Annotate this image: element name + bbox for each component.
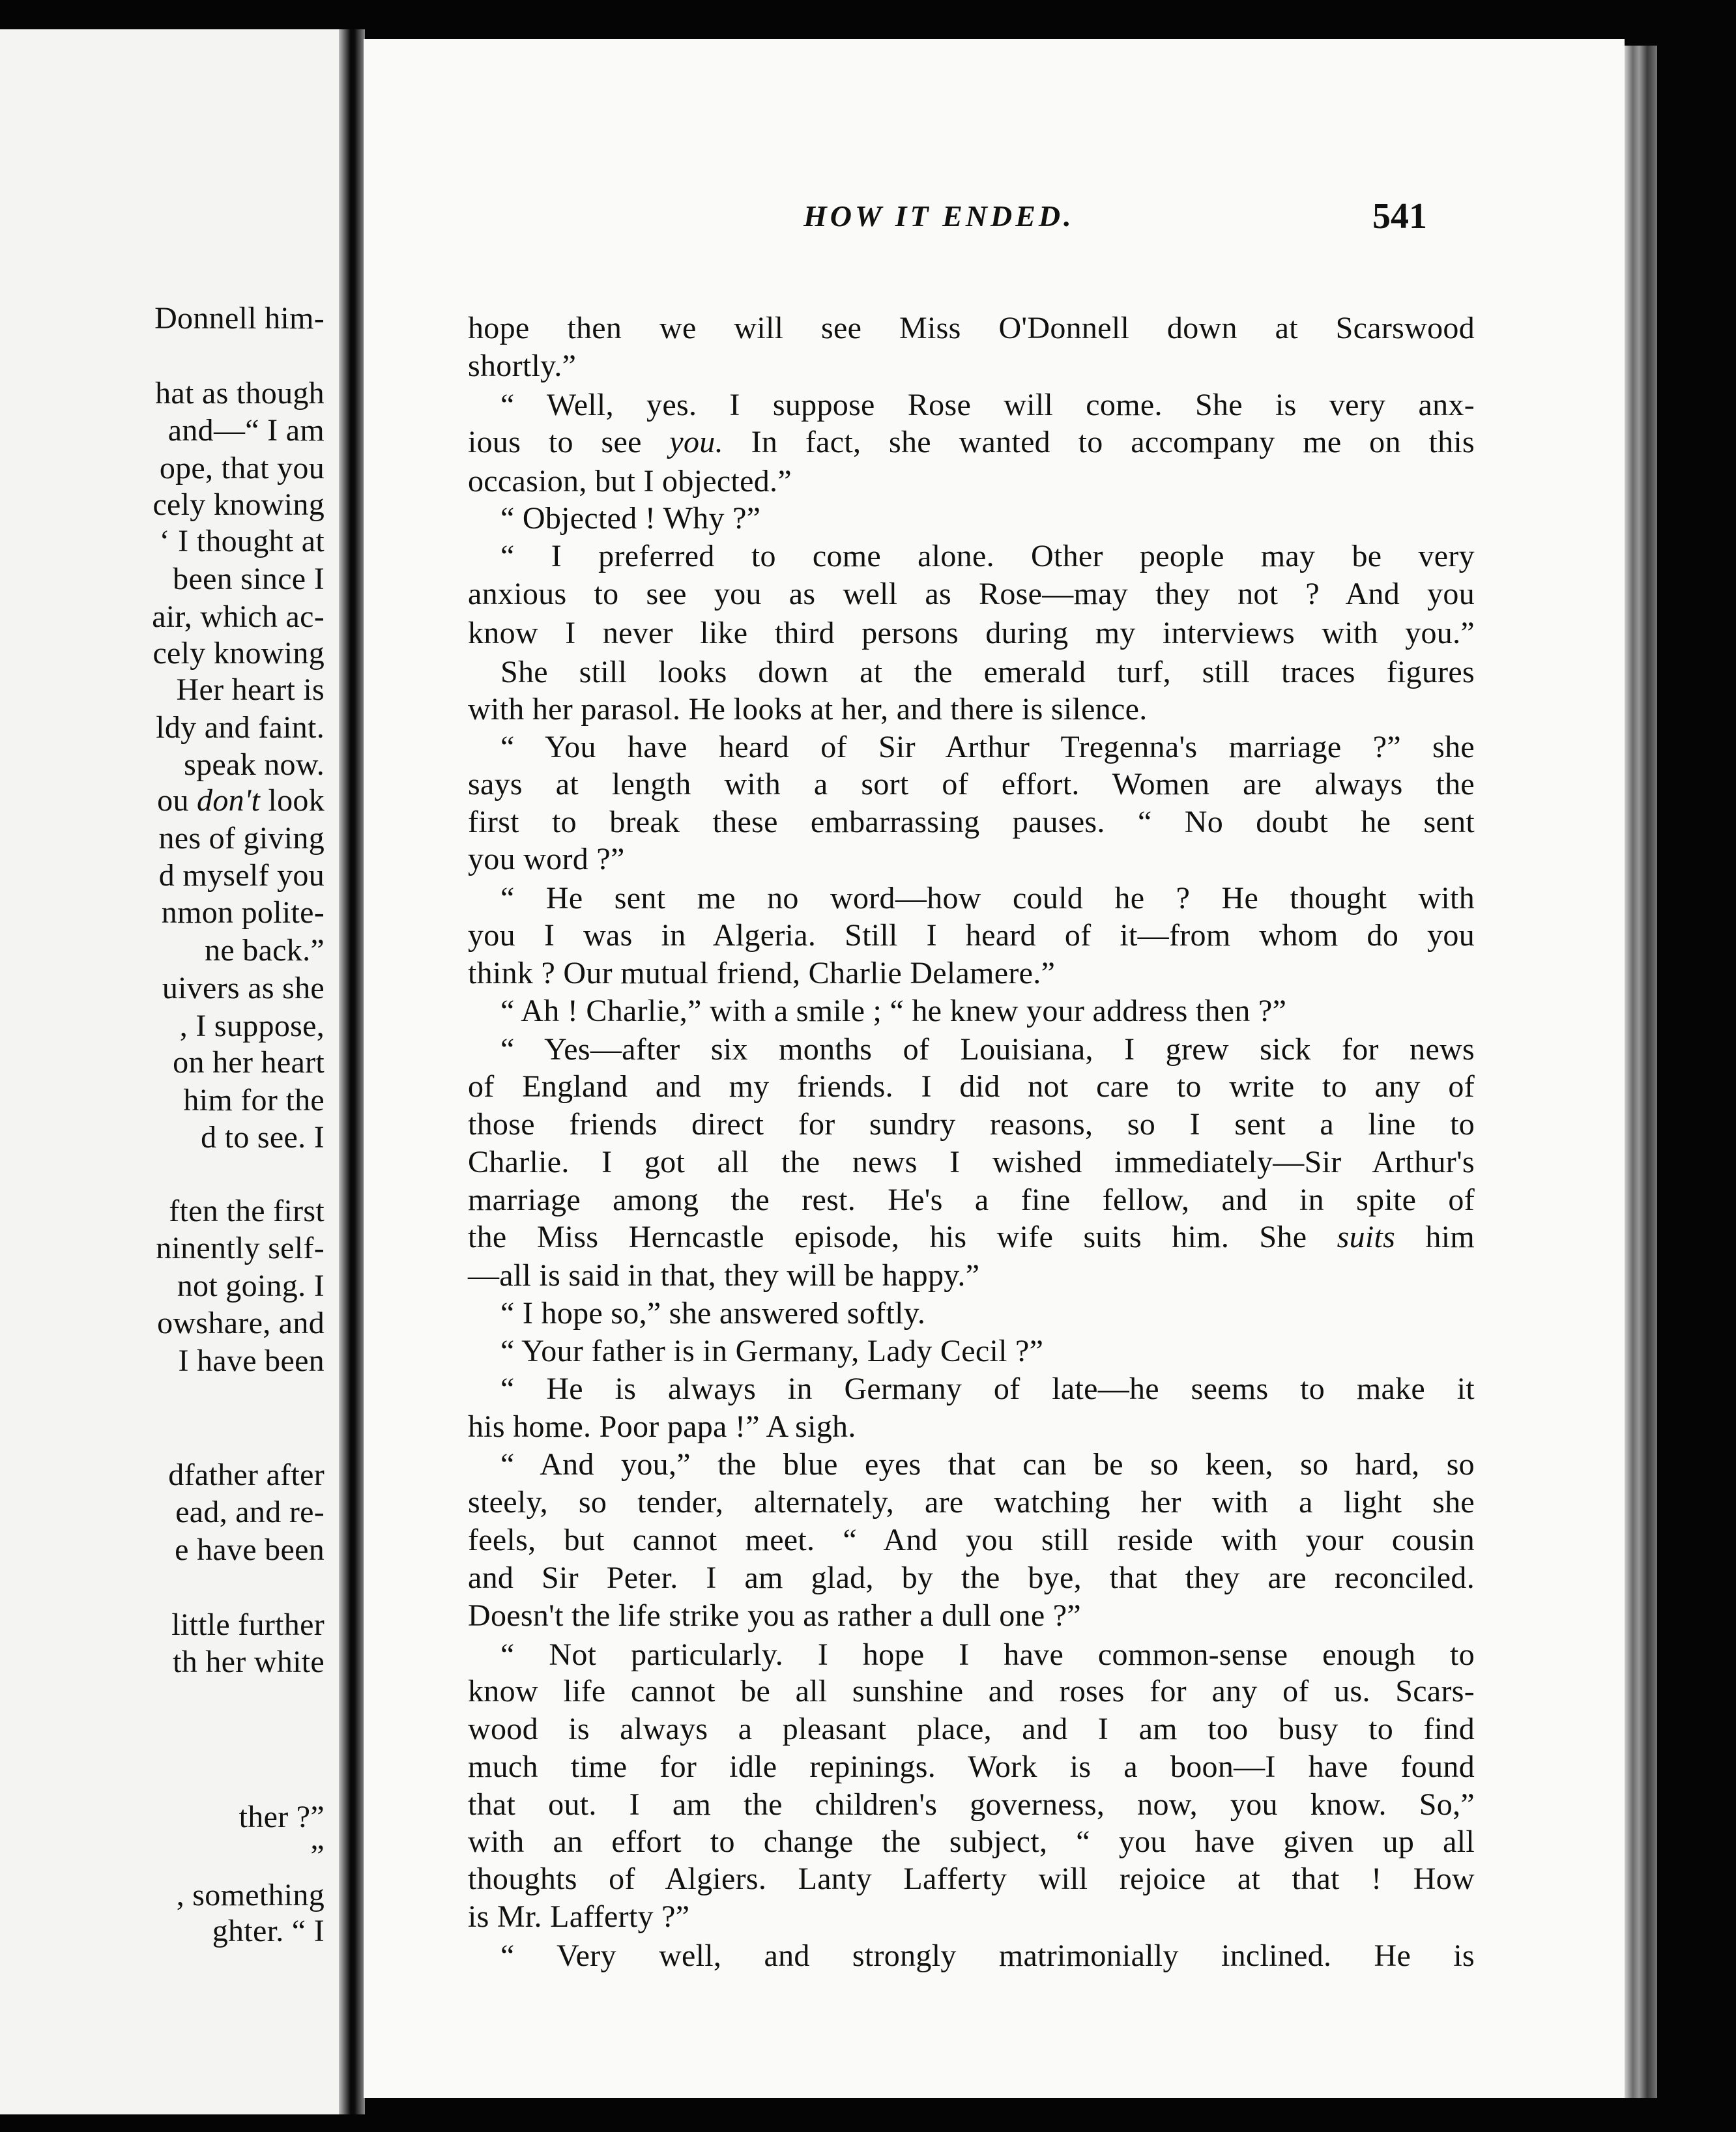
left-text-line: e have been (175, 1533, 325, 1567)
left-text-line: air, which ac- (152, 599, 325, 634)
left-text-line: dfather after (168, 1458, 325, 1492)
right-text-line: know life cannot be all sunshine and roses for any of us. Scars- (468, 1674, 1475, 1708)
right-text-line: “ Well, yes. I suppose Rose will come. She is very anx- (500, 388, 1475, 422)
right-text-line: says at length with a sort of effort. Women are always the (468, 767, 1475, 801)
right-text-line: think ? Our mutual friend, Charlie Delamere.” (468, 956, 1056, 990)
left-text-line: , I suppose, (179, 1009, 325, 1043)
left-text-line: been since I (173, 562, 325, 596)
left-text-line: uivers as she (162, 971, 325, 1005)
left-text-line: ften the first (169, 1194, 325, 1228)
left-text-line: ead, and re- (175, 1495, 325, 1529)
right-text-line: wood is always a pleasant place, and I am too busy to find (468, 1712, 1475, 1746)
right-text-line: with her parasol. He looks at her, and there is silence. (468, 692, 1148, 727)
left-text-line: ” (310, 1839, 325, 1873)
right-text-line: know I never like third persons during my interviews with you.” (468, 616, 1475, 650)
right-text-line: Charlie. I got all the news I wished immediately—Sir Arthur's (468, 1145, 1475, 1179)
right-text-line: “ He is always in Germany of late—he seems to make it (500, 1372, 1475, 1406)
left-text-line: d to see. I (201, 1120, 325, 1155)
right-text-line: of England and my friends. I did not care to write to any of (468, 1069, 1475, 1104)
page-number: 541 (1372, 196, 1427, 237)
left-text-line: ninently self- (156, 1231, 325, 1265)
right-text-line: “ And you,” the blue eyes that can be so keen, so hard, so (500, 1447, 1475, 1482)
right-text-line: “ Not particularly. I hope I have common-sense enough to (500, 1637, 1475, 1672)
right-page (364, 39, 1625, 2098)
right-text-line: thoughts of Algiers. Lanty Lafferty will rejoice at that ! How (468, 1862, 1475, 1896)
left-text-line: cely knowing (152, 487, 325, 522)
left-text-line: ldy and faint. (156, 710, 325, 745)
right-text-line: hope then we will see Miss O'Donnell down at Scarswood (468, 311, 1475, 345)
right-text-line: ious to see you. In fact, she wanted to accompany me on this (468, 425, 1475, 459)
book-gutter (339, 29, 365, 2114)
left-text-line: hat as though (155, 376, 325, 411)
left-text-line: ghter. “ I (212, 1914, 325, 1948)
right-text-line: marriage among the rest. He's a fine fellow, and in spite of (468, 1183, 1475, 1217)
right-text-line: “ He sent me no word—how could he ? He thought with (500, 881, 1475, 915)
right-text-line: with an effort to change the subject, “ you have given up all (468, 1824, 1475, 1859)
right-text-line: “ Objected ! Why ?” (500, 501, 761, 536)
left-text-line: and—“ I am (167, 413, 325, 448)
right-text-line: first to break these embarrassing pauses. “ No doubt he sent (468, 805, 1475, 839)
left-text-line: , something (176, 1878, 325, 1912)
right-text-line: his home. Poor papa !” A sigh. (468, 1409, 856, 1444)
left-text-line: Her heart is (176, 672, 325, 707)
left-text-line: I have been (178, 1344, 325, 1378)
left-page (0, 29, 339, 2114)
right-text-line: “ I preferred to come alone. Other people may be very (500, 539, 1475, 573)
right-text-line: the Miss Herncastle episode, his wife suits him. She suits him (468, 1220, 1475, 1254)
left-text-line: ou don't look (157, 783, 325, 818)
page-edge (1625, 46, 1657, 2098)
right-text-line: “ Very well, and strongly matrimonially inclined. He is (500, 1938, 1475, 1973)
right-text-line: much time for idle repinings. Work is a boon—I have found (468, 1750, 1475, 1784)
left-text-line: owshare, and (157, 1306, 325, 1340)
left-text-line: on her heart (173, 1045, 325, 1080)
right-text-line: is Mr. Lafferty ?” (468, 1899, 690, 1934)
right-text-line: “ Your father is in Germany, Lady Cecil ?” (500, 1334, 1044, 1368)
right-text-line: you I was in Algeria. Still I heard of it—from whom do you (468, 918, 1475, 953)
left-text-line: not going. I (177, 1269, 325, 1303)
right-text-line: steely, so tender, alternately, are watching her with a light she (468, 1485, 1475, 1520)
right-text-line: “ I hope so,” she answered softly. (500, 1296, 926, 1331)
right-text-line: occasion, but I objected.” (468, 464, 792, 498)
right-text-line: anxious to see you as well as Rose—may they not ? And you (468, 577, 1475, 611)
right-text-line: shortly.” (468, 349, 577, 383)
left-text-line: cely knowing (152, 636, 325, 670)
left-text-line: ne back.” (205, 933, 325, 968)
left-text-line: ther ?” (239, 1800, 325, 1834)
left-text-line: th her white (173, 1645, 325, 1679)
right-text-line: those friends direct for sundry reasons, so I sent a line to (468, 1107, 1475, 1142)
right-text-line: feels, but cannot meet. “ And you still reside with your cousin (468, 1523, 1475, 1557)
left-text-line: speak now. (184, 747, 325, 782)
right-text-line: and Sir Peter. I am glad, by the bye, that they are reconciled. (468, 1561, 1475, 1595)
left-text-line: Donnell him- (154, 301, 325, 336)
right-text-line: you word ?” (468, 842, 625, 876)
left-text-line: little further (171, 1607, 325, 1642)
right-text-line: —all is said in that, they will be happy.” (468, 1258, 980, 1293)
running-head: HOW IT ENDED. (803, 199, 1075, 233)
left-text-line: nes of giving (158, 821, 325, 856)
left-text-line: d myself you (158, 858, 325, 893)
right-text-line: “ You have heard of Sir Arthur Tregenna's marriage ?” she (500, 730, 1475, 764)
right-text-line: She still looks down at the emerald turf, still traces figures (500, 655, 1475, 689)
left-text-line: nmon polite- (161, 895, 325, 930)
right-text-line: Doesn't the life strike you as rather a dull one ?” (468, 1598, 1081, 1633)
right-text-line: that out. I am the children's governess, now, you know. So,” (468, 1787, 1475, 1822)
left-text-line: him for the (183, 1083, 325, 1117)
right-text-line: “ Ah ! Charlie,” with a smile ; “ he knew your address then ?” (500, 994, 1287, 1028)
right-text-line: “ Yes—after six months of Louisiana, I grew sick for news (500, 1032, 1475, 1067)
left-text-line: ope, that you (159, 451, 325, 485)
left-text-line: ‘ I thought at (159, 524, 325, 558)
